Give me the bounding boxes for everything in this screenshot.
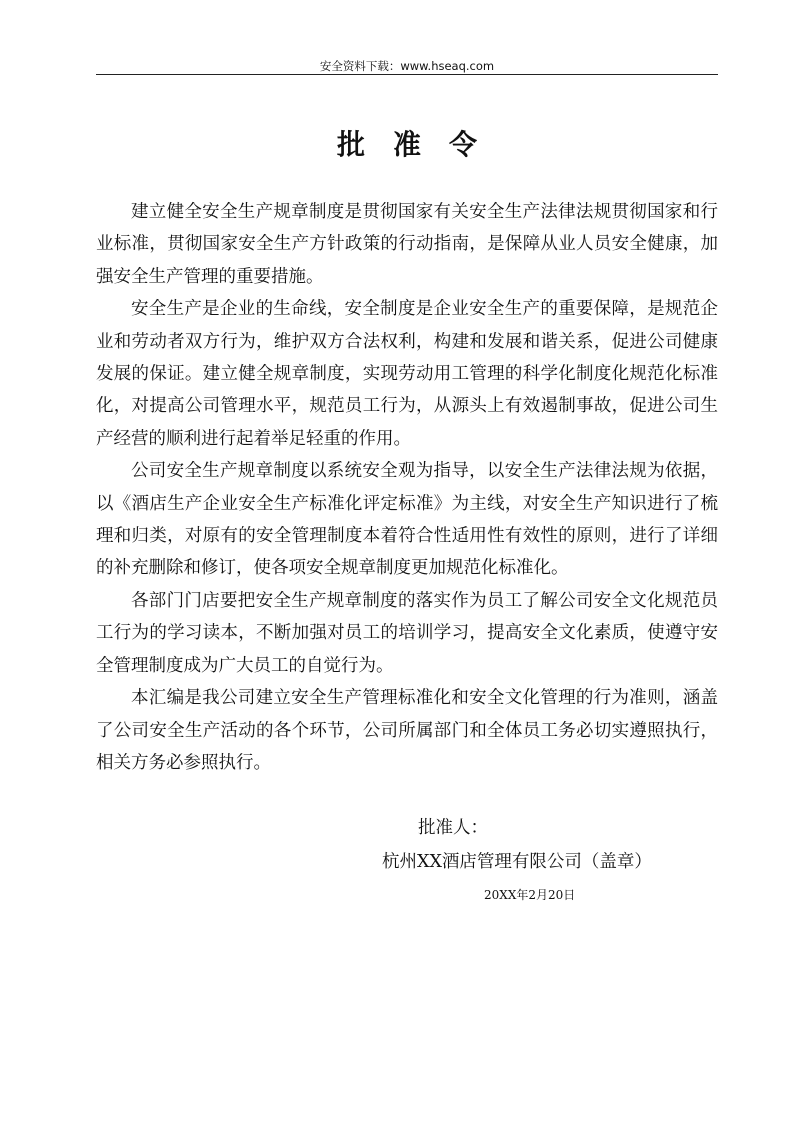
paragraph-3: 公司安全生产规章制度以系统安全观为指导，以安全生产法律法规为依据，以《酒店生产企业安全生产标准化评定标准》为主线，对安全生产知识进行了梳理和归类，对原有的安全管理制度本着符合性适用性有效性的原则，进行了详细的补充删除和修订，使各项安全规章制度更加规范化标准化。 (96, 461, 718, 579)
signature-date: 20XX年2月20日 (484, 888, 576, 902)
approver-label: 批准人： (418, 818, 488, 838)
header-divider (96, 74, 718, 75)
document-title: 批准令 (336, 128, 505, 161)
paragraph-2: 安全生产是企业的生命线，安全制度是企业安全生产的重要保障，是规范企业和劳动者双方行为，维护双方合法权利，构建和发展和谐关系，促进公司健康发展的保证。建立健全规章制度，实现劳动用工管理的科学化制度化规范化标准化，对提高公司管理水平，规范员工行为，从源头上有效遏制事故，促进公司生产经营的顺利进行起着举足轻重的作用。 (96, 299, 718, 449)
paragraph-5: 本汇编是我公司建立安全生产管理标准化和安全文化管理的行为准则，涵盖了公司安全生产活动的各个环节，公司所属部门和全体员工务必切实遵照执行，相关方务必参照执行。 (96, 688, 718, 773)
paragraph-4: 各部门门店要把安全生产规章制度的落实作为员工了解公司安全文化规范员工行为的学习读本，不断加强对员工的培训学习，提高安全文化素质，使遵守安全管理制度成为广大员工的自觉行为。 (96, 590, 718, 676)
company-name: 杭州XX酒店管理有限公司（盖章） (382, 852, 652, 872)
paragraph-1: 建立健全安全生产规章制度是贯彻国家有关安全生产法律法规贯彻国家和行业标准，贯彻国家安全生产方针政策的行动指南，是保障从业人员安全健康，加强安全生产管理的重要措施。 (96, 202, 718, 287)
document-body (96, 196, 718, 779)
page-header: 安全资料下载：www.hseaq.com (319, 59, 495, 73)
